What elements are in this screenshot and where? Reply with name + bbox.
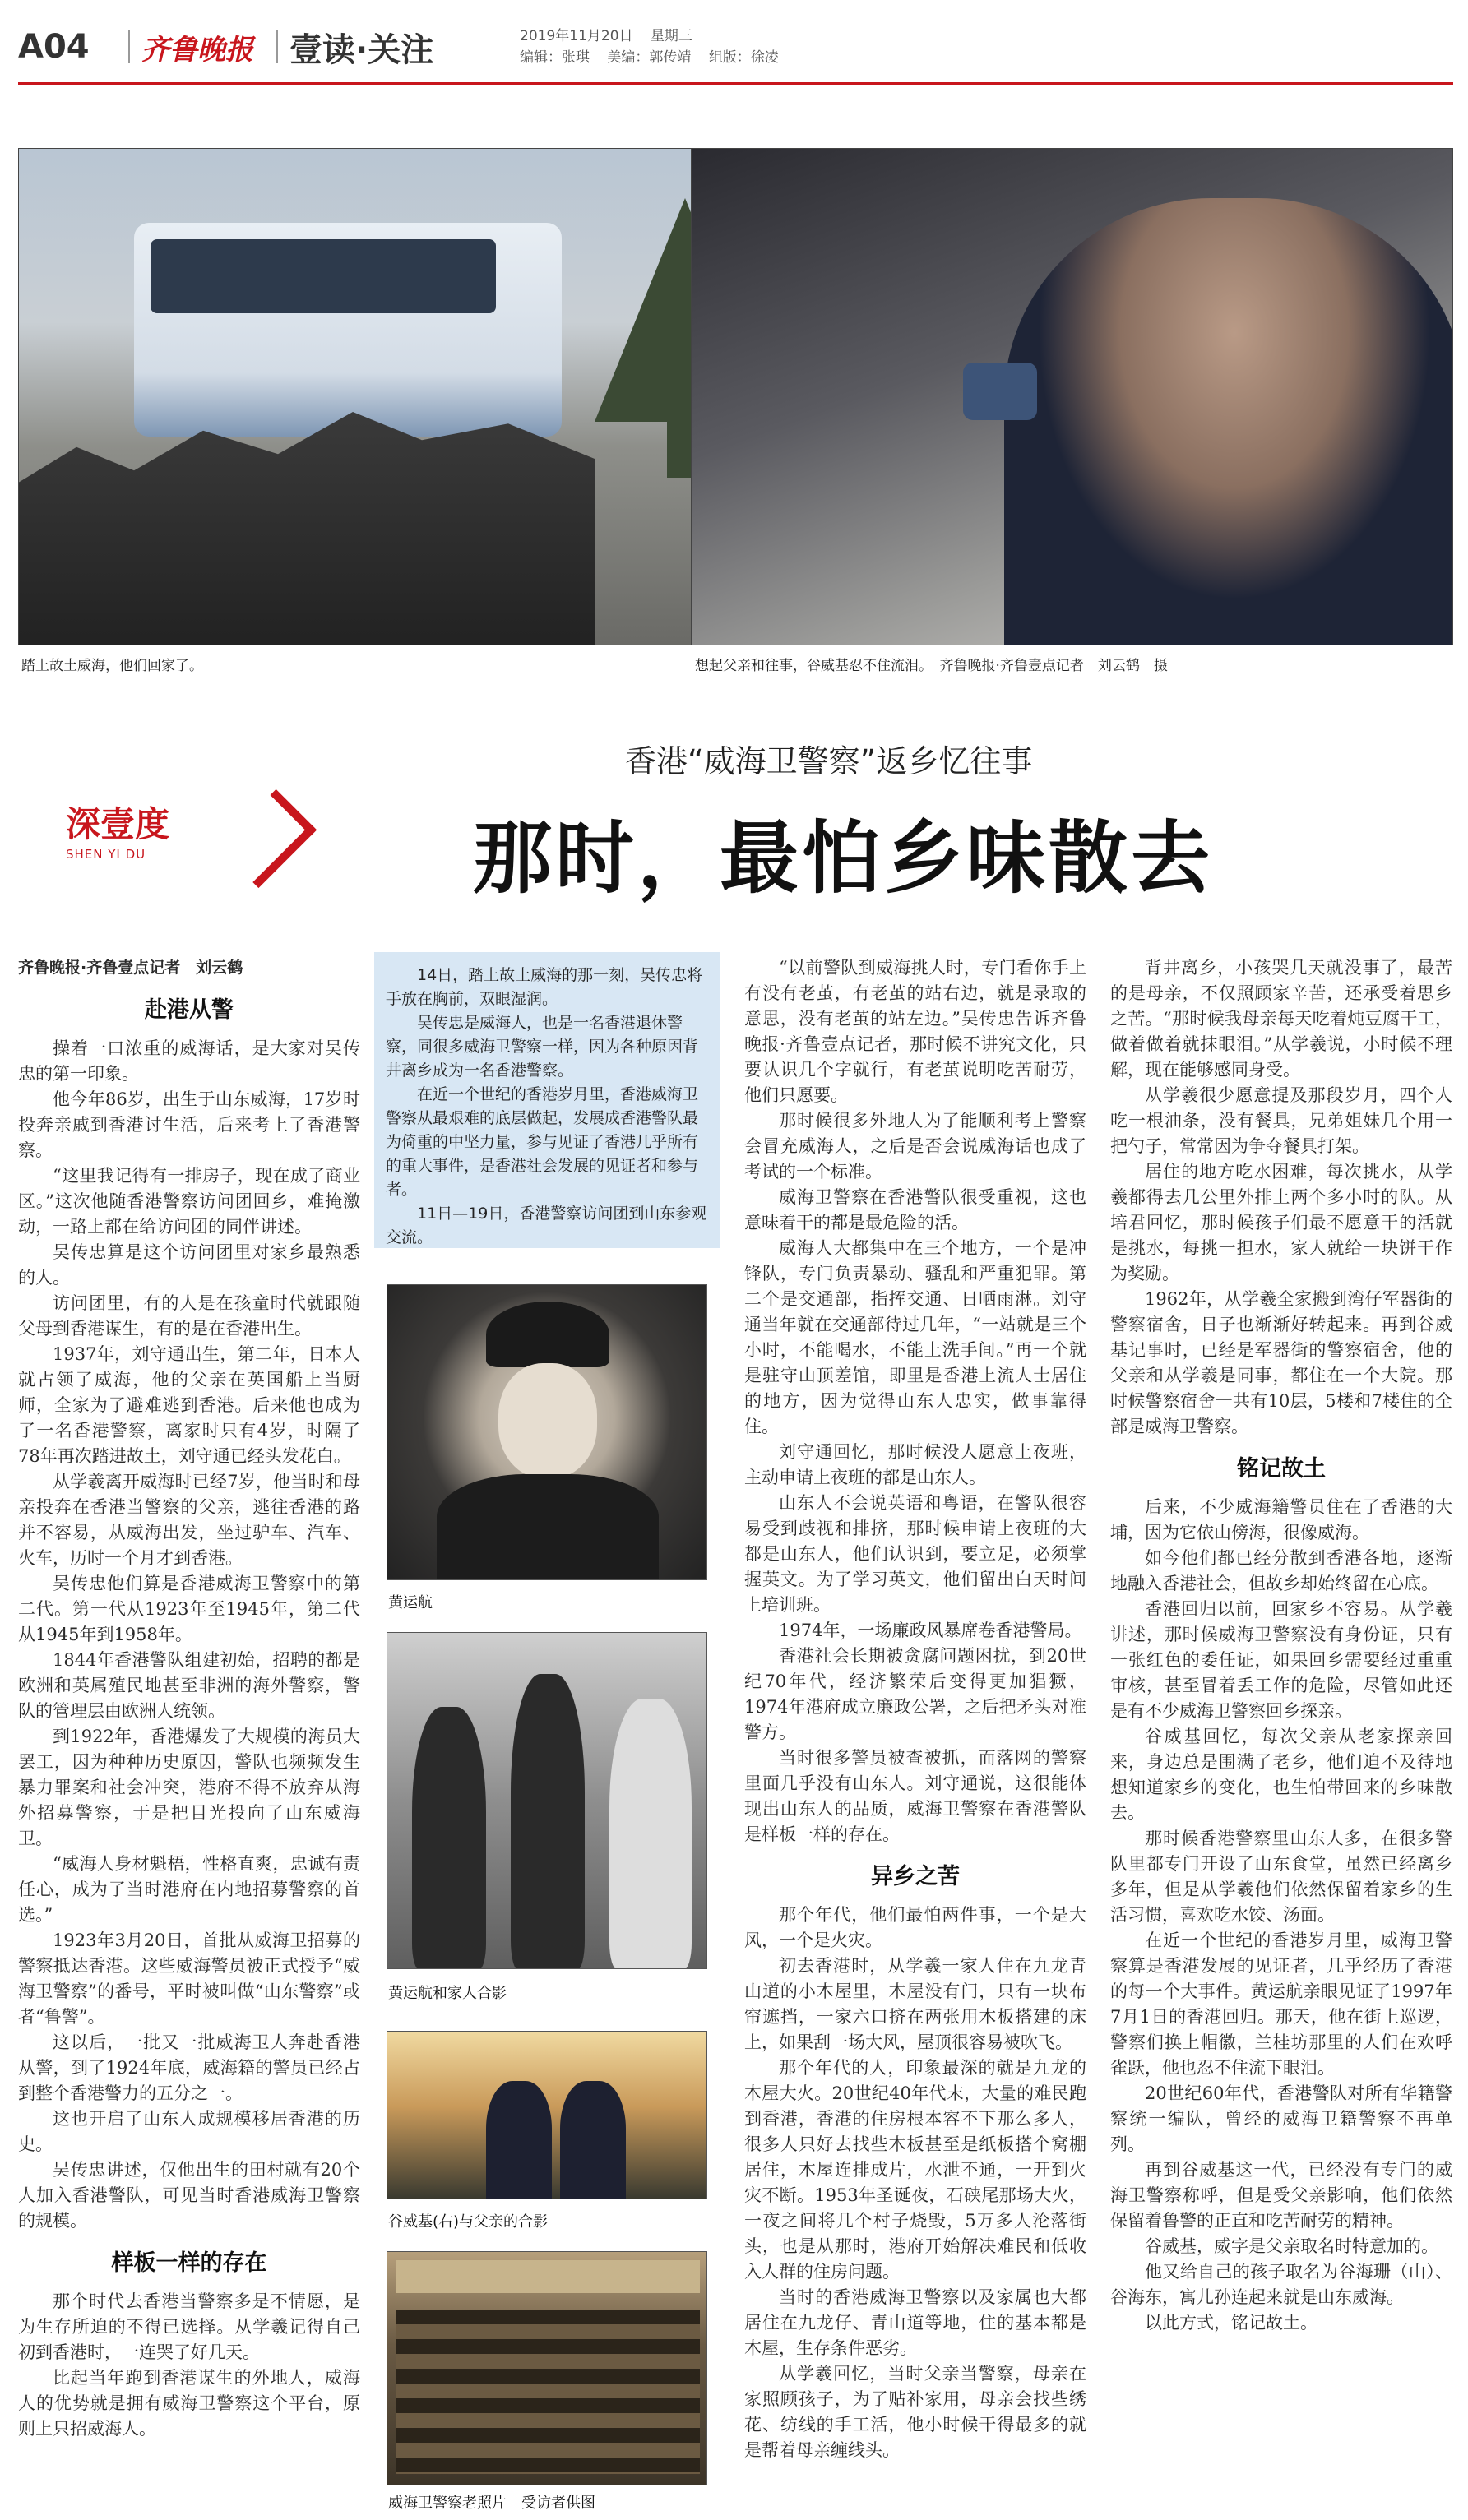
paragraph: 当时很多警员被查被抓，而落网的警察里面几乎没有山东人。刘守通说，这很能体现出山东人的品质，威海卫警察在香港警队是样板一样的存在。 bbox=[744, 1748, 1086, 1844]
paragraph: 这也开启了山东人成规模移居香港的历史。 bbox=[18, 2109, 360, 2154]
photo-portrait bbox=[387, 1284, 707, 1580]
photo-group-archive bbox=[387, 2251, 707, 2485]
lead-paragraph: 在近一个世纪的香港岁月里，香港威海卫警察从最艰难的底层做起，发展成香港警队最为倚重的中坚力量，参与见证了香港几乎所有的重大事件，是香港社会发展的见证者和参与者。 bbox=[386, 1085, 699, 1199]
paragraph: 他今年86岁，出生于山东威海，17岁时投奔亲戚到香港讨生活，后来考上了香港警察。 bbox=[18, 1089, 360, 1160]
paragraph: 以此方式，铭记故土。 bbox=[1145, 2313, 1317, 2333]
paragraph: “威海人身材魁梧，性格直爽，忠诚有责任心，成为了当时港府在内地招募警察的首选。” bbox=[18, 1854, 360, 1925]
lead-paragraph: 吴传忠是威海人，也是一名香港退休警察，同很多威海卫警察一样，因为各种原因背井离乡成为一名香港警察。 bbox=[386, 1014, 699, 1080]
headline-kicker: 香港“威海卫警察”返乡忆往事 bbox=[625, 743, 1033, 779]
paragraph: 从学羲回忆，当时父亲当警察，母亲在家照顾孩子，为了贴补家用，母亲会找些绣花、纺线的手工活，他小时候干得最多的就是帮着母亲缠线头。 bbox=[744, 2364, 1086, 2460]
paper-logo: 齐鲁晚报 bbox=[141, 33, 253, 67]
subheading: 铭记故土 bbox=[1237, 1456, 1326, 1482]
byline: 齐鲁晚报·齐鲁壹点记者 刘云鹤 bbox=[18, 959, 243, 977]
paragraph: 那个年代，他们最怕两件事，一个是大风，一个是火灾。 bbox=[744, 1905, 1086, 1950]
paragraph: 背井离乡，小孩哭几天就没事了，最苦的是母亲，不仅照顾家辛苦，还承受着思乡之苦。“那时候我母亲每天吃着炖豆腐干工，做着做着就抹眼泪。”从学羲说，小时候不理解，现在能够感同身受。 bbox=[1110, 958, 1452, 1080]
subheading: 异乡之苦 bbox=[871, 1864, 960, 1889]
paragraph: 到1922年，香港爆发了大规模的海员大罢工，因为种种历史原因，警队也频频发生暴力罪案和社会冲突，港府不得不放弃从海外招募警察，于是把目光投向了山东威海卫。 bbox=[18, 1727, 360, 1848]
paragraph: 1937年，刘守通出生，第二年，日本人就占领了威海，他的父亲在英国船上当厨师，全家为了避难逃到香港。后来他也成为了一名香港警察，离家时只有4岁，时隔了78年再次踏进故土，刘守通已经头发花白。 bbox=[18, 1344, 360, 1466]
article-column-1 bbox=[18, 955, 360, 2505]
divider bbox=[276, 30, 278, 63]
issue-date: 2019年11月20日 bbox=[520, 28, 633, 44]
paragraph: 1962年，从学羲全家搬到湾仔军器街的警察宿舍，日子也渐渐好转起来。再到谷威基记事时，已经是军器街的警察宿舍，他的父亲和从学羲是同事，都住在一个大院。那时候警察宿舍一共有10层，5楼和7楼住的全部是威海卫警察。 bbox=[1110, 1289, 1452, 1436]
paragraph: “以前警队到威海挑人时，专门看你手上有没有老茧，有老茧的站右边，就是录取的意思，没有老茧的站左边。”吴传忠告诉齐鲁晚报·齐鲁壹点记者，那时候不讲究文化，只要认识几个字就行，有老茧说明吃苦耐劳，他们只愿要。 bbox=[744, 958, 1086, 1105]
photo-arrival bbox=[18, 148, 779, 645]
paragraph: 那时候香港警察里山东人多，在很多警队里都专门开设了山东食堂，虽然已经离乡多年，但是从学羲他们依然保留着家乡的生活习惯，喜欢吃水饺、汤面。 bbox=[1110, 1829, 1452, 1925]
paragraph: 吴传忠算是这个访问团里对家乡最熟悉的人。 bbox=[18, 1242, 360, 1288]
crowd-shape bbox=[19, 412, 595, 645]
photo-caption: 黄运航 bbox=[388, 1594, 433, 1611]
paragraph: 那个年代的人，印象最深的就是九龙的木屋大火。20世纪40年代末，大量的难民跑到香港，香港的住房根本容不下那么多人，很多人只好去找些木板甚至是纸板搭个窝棚居住，木屋连排成片，水泄不通，一开到火灾不断。1953年圣诞夜，石硖尾那场大火，一夜之间将几个村子烧毁，5万多人沦落街头，也是从那时，港府开始解决难民和低收入人群的住房问题。 bbox=[744, 2058, 1086, 2282]
man-shape bbox=[1004, 198, 1453, 645]
paragraph: 1923年3月20日，首批从威海卫招募的警察抵达香港。这些威海警员被正式授予“威海卫警察”的番号，平时被叫做“山东警察”或者“鲁警”。 bbox=[18, 1930, 360, 2027]
face-shape bbox=[498, 1363, 597, 1478]
issue-weekday: 星期三 bbox=[650, 28, 692, 44]
person-shape bbox=[486, 2081, 552, 2199]
lead-box bbox=[374, 952, 720, 1248]
paragraph: 香港回归以前，回家乡不容易。从学羲讲述，那时候威海卫警察没有身份证，只有一张红色的委任证，如果回乡需要经过重重审核，甚至冒着丢工作的危险，尽管如此还是有不少威海卫警察回乡探亲。 bbox=[1110, 1599, 1452, 1721]
paragraph: 吴传忠讲述，仅他出生的田村就有20个人加入香港警队，可见当时香港威海卫警察的规模。 bbox=[18, 2160, 360, 2231]
paragraph: 这以后，一批又一批威海卫人奔赴香港从警，到了1924年底，威海籍的警员已经占到整个香港警力的五分之一。 bbox=[18, 2032, 360, 2103]
column-logo bbox=[49, 789, 296, 888]
designer-credit: 美编：郭传靖 bbox=[607, 49, 692, 66]
group-rows-shape bbox=[396, 2310, 700, 2474]
paragraph: 刘守通回忆，那时候没人愿意上夜班，主动申请上夜班的都是山东人。 bbox=[744, 1442, 1086, 1487]
paragraph: 谷威基回忆，每次父亲从老家探亲回来，身边总是围满了老乡，他们迫不及待地想知道家乡的变化，也生怕带回来的乡味散去。 bbox=[1110, 1727, 1452, 1823]
photo-caption: 威海卫警察老照片 受访者供图 bbox=[388, 2495, 595, 2512]
paragraph: 1974年，一场廉政风暴席卷香港警局。 bbox=[779, 1621, 1082, 1640]
subheading: 赴港从警 bbox=[145, 997, 234, 1023]
paragraph: 再到谷威基这一代，已经没有专门的威海卫警察称呼，但是受父亲影响，他们依然保留着鲁警的正直和吃苦耐劳的精神。 bbox=[1110, 2160, 1452, 2231]
headline-title: 那时，最怕乡味散去 bbox=[473, 812, 1213, 904]
section-title: 壹读·关注 bbox=[289, 30, 434, 69]
masthead-rule bbox=[18, 82, 1453, 85]
tissue-shape bbox=[963, 363, 1037, 420]
editor-credit: 编辑：张琪 bbox=[520, 49, 590, 66]
paragraph: 从学羲离开威海时已经7岁，他当时和母亲投奔在香港当警察的父亲，逃往香港的路并不容易，从威海出发，坐过驴车、汽车、火车，历时一个月才到香港。 bbox=[18, 1472, 360, 1568]
paragraph: 威海人大都集中在三个地方，一个是冲锋队，专门负责暴动、骚乱和严重犯罪。第二个是交通部，指挥交通、日晒雨淋。刘守通当年就在交通部待过几年，“一站就是三个小时，不能喝水，不能上洗手间。”再一个就是驻守山顶差馆，即里是香港上流人士居住的地方，因为觉得山东人忠实，做事靠得住。 bbox=[744, 1238, 1086, 1436]
photo-caption-arrival: 踏上故土威海，他们回家了。 bbox=[21, 658, 203, 674]
paragraph: 20世纪60年代，香港警队对所有华籍警察统一编队，曾经的威海卫籍警察不再单列。 bbox=[1110, 2083, 1452, 2154]
person-shape bbox=[609, 1699, 692, 1969]
article-column-3 bbox=[744, 955, 1086, 2505]
divider bbox=[128, 30, 130, 63]
paragraph: 访问团里，有的人是在孩童时代就跟随父母到香港谋生，有的是在香港出生。 bbox=[18, 1293, 360, 1339]
uniform-shape bbox=[437, 1474, 659, 1580]
photo-family bbox=[387, 1632, 707, 1969]
page-code: A04 bbox=[18, 28, 90, 66]
issue-meta bbox=[520, 25, 792, 68]
subheading: 样板一样的存在 bbox=[111, 2250, 267, 2276]
article-column-4 bbox=[1110, 955, 1452, 2505]
lead-paragraph: 11日—19日，香港警察访问团到山东参观交流。 bbox=[386, 1205, 707, 1246]
paragraph: 山东人不会说英语和粤语，在警队很容易受到歧视和排挤，那时候申请上夜班的大都是山东人，他们认识到，要立足，必须掌握英文。为了学习英文，他们留出白天时间上培训班。 bbox=[744, 1493, 1086, 1615]
paragraph: 香港社会长期被贪腐问题困扰，到20世纪70年代，经济繁荣后变得更加猖獗，1974年港府成立廉政公署，之后把矛头对准警方。 bbox=[744, 1646, 1086, 1742]
proof-credit: 组版：徐凌 bbox=[708, 49, 779, 66]
photo-caption: 谷威基(右)与父亲的合影 bbox=[388, 2213, 549, 2231]
paragraph: 居住的地方吃水困难，每次挑水，从学羲都得去几公里外排上两个多小时的队。从培君回忆，那时候孩子们最不愿意干的活就是挑水，每挑一担水，家人就给一块饼干作为奖励。 bbox=[1110, 1162, 1452, 1283]
paragraph: 比起当年跑到香港谋生的外地人，威海人的优势就是拥有威海卫警察这个平台，原则上只招威海人。 bbox=[18, 2368, 360, 2439]
paragraph: 那时候很多外地人为了能顺利考上警察会冒充威海人，之后是否会说威海话也成了考试的一个标准。 bbox=[744, 1111, 1086, 1181]
masthead bbox=[18, 18, 1453, 76]
column-logo-pinyin: SHEN YI DU bbox=[66, 847, 146, 862]
paragraph: 在近一个世纪的香港岁月里，威海卫警察算是香港发展的见证者，几乎经历了香港的每一个大事件。黄运航亲眼见证了1997年7月1日的香港回归。那天，他在街上巡逻，警察们换上帽徽，兰桂坊那里的人们在欢呼雀跃，他也忍不住流下眼泪。 bbox=[1110, 1930, 1452, 2078]
photo-father-son bbox=[387, 2031, 707, 2199]
person-shape bbox=[511, 1674, 585, 1969]
paragraph: 吴传忠他们算是香港威海卫警察中的第二代。第一代从1923年至1945年，第二代从1945年到1958年。 bbox=[18, 1574, 360, 1644]
lead-paragraph: 14日，踏上故土威海的那一刻，吴传忠将手放在胸前，双眼湿润。 bbox=[386, 966, 703, 1008]
paragraph: 操着一口浓重的威海话，是大家对吴传忠的第一印象。 bbox=[18, 1038, 360, 1084]
paragraph: 后来，不少威海籍警员住在了香港的大埔，因为它依山傍海，很像威海。 bbox=[1110, 1497, 1452, 1542]
paragraph: 那个时代去香港当警察多是不情愿，是为生存所迫的不得已选择。从学羲记得自己初到香港时，一连哭了好几天。 bbox=[18, 2291, 360, 2362]
person-shape bbox=[560, 2081, 626, 2199]
banner-shape bbox=[396, 2260, 700, 2293]
photo-caption-tears: 想起父亲和往事，谷威基忍不住流泪。 齐鲁晚报·齐鲁壹点记者 刘云鹤 摄 bbox=[695, 658, 1168, 674]
paragraph: 从学羲很少愿意提及那段岁月，四个人吃一根油条，没有餐具，兄弟姐妹几个用一把勺子，常常因为争夺餐具打架。 bbox=[1110, 1085, 1452, 1156]
paragraph: 他又给自己的孩子取名为谷海珊（山）、谷海东，寓儿孙连起来就是山东威海。 bbox=[1110, 2262, 1452, 2307]
paragraph: “这里我记得有一排房子，现在成了商业区。”这次他随香港警察访问团回乡，难掩激动，一路上都在给访问团的同伴讲述。 bbox=[18, 1166, 360, 1237]
police-cap-shape bbox=[486, 1302, 609, 1367]
arrow-icon bbox=[218, 789, 317, 888]
paragraph: 威海卫警察在香港警队很受重视，这也意味着干的都是最危险的活。 bbox=[744, 1187, 1086, 1232]
paragraph: 谷威基，威字是父亲取名时特意加的。 bbox=[1145, 2236, 1438, 2256]
photo-tears bbox=[691, 148, 1453, 645]
paragraph: 初去香港时，从学羲一家人住在九龙青山道的小木屋里，木屋没有门，只有一块布帘遮挡，一家六口挤在两张用木板搭建的床上，如果刮一场大风，屋顶很容易被吹飞。 bbox=[744, 1956, 1086, 2052]
column-logo-text: 深壹度 bbox=[66, 804, 170, 844]
bus-window-shape bbox=[151, 239, 496, 313]
photo-caption: 黄运航和家人合影 bbox=[388, 1985, 507, 2002]
paragraph: 当时的香港威海卫警察以及家属也大都居住在九龙仔、青山道等地，住的基本都是木屋，生存条件恶劣。 bbox=[744, 2287, 1086, 2358]
person-shape bbox=[412, 1707, 486, 1969]
paragraph: 1844年香港警队组建初始，招聘的都是欧洲和英属殖民地甚至非洲的海外警察，警队的管理层由欧洲人统领。 bbox=[18, 1650, 360, 1721]
paragraph: 如今他们都已经分散到香港各地，逐渐地融入香港社会，但故乡却始终留在心底。 bbox=[1110, 1548, 1452, 1593]
